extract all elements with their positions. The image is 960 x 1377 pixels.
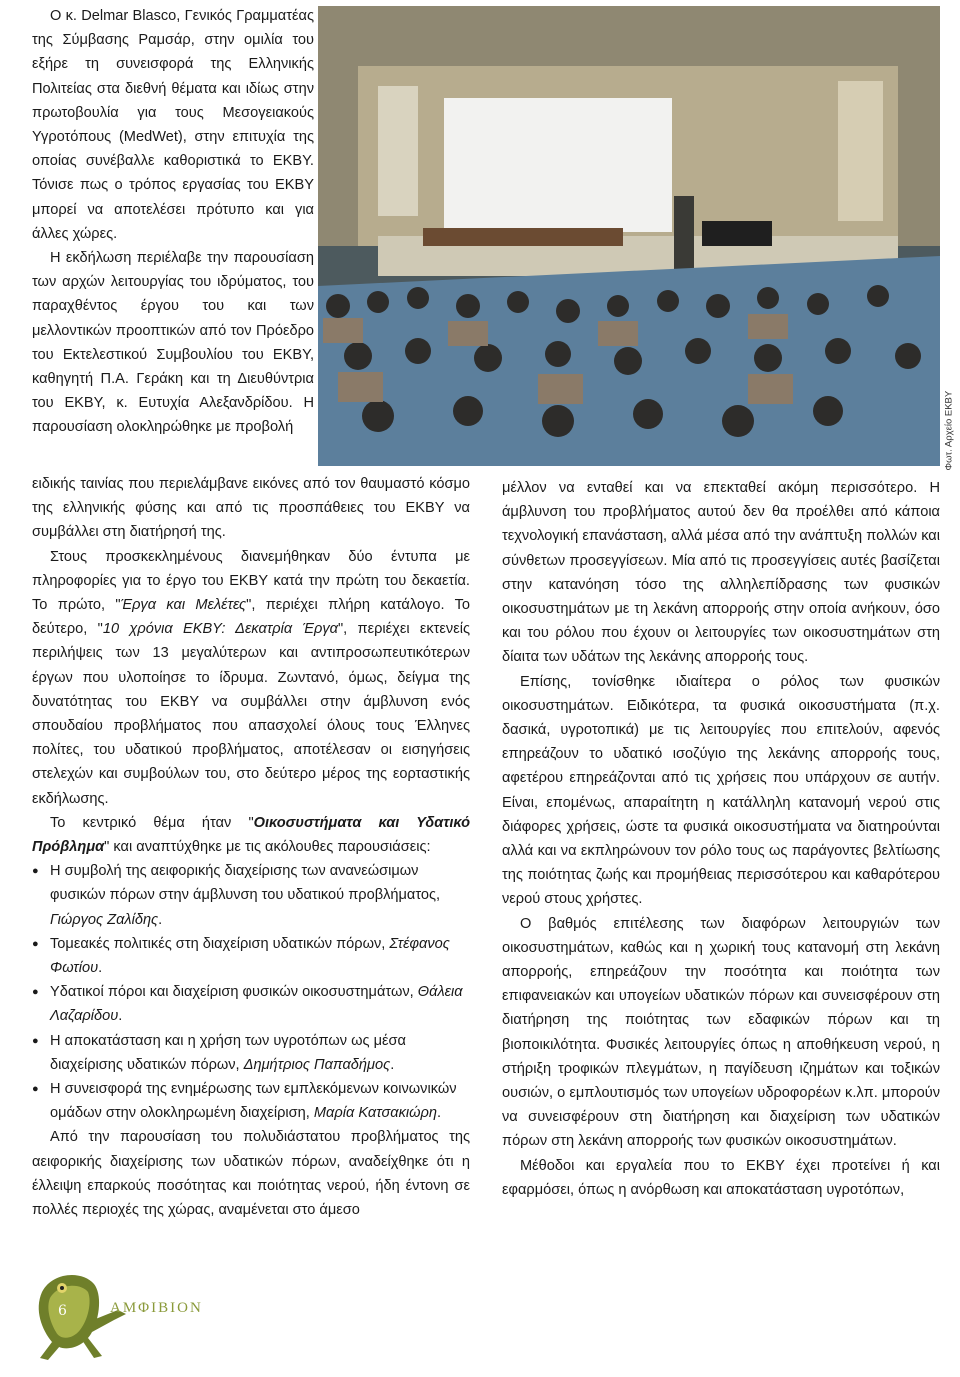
paragraph-methods: Μέθοδοι και εργαλεία που το ΕΚΒΥ έχει προτείνει ή και εφαρμόσει, όπως η ανόρθωση και αποκατάσταση υγροτόπων,	[502, 1157, 940, 1198]
paragraph-functions: Ο βαθμός επιτέλεσης των διαφόρων λειτουργιών των οικοσυστημάτων, καθώς και η χωρική τους κατανομή στη λεκάνη απορροής, επηρεάζουν την ποσότητα και ποιότητα των επιφανειακών και υπογείων υδατικών πόρων και συνεισφέρουν στη διατήρηση της ποιότητας των εδαφικών πόρων και τη βιοποικιλότητα. Φυσικές λειτουργίες όπως η αποθήκευση νερού, η στήριξη τροφικών πλεγμάτων, η παγίδευση ιζημάτων και τοξικών ουσιών, ο εμπλουτισμός των υπογείων υδροφορέων κ.λπ. μπορούν να συνεισφέρουν στη διατήρηση και διαχείριση των υδατικών πόρων στη λεκάνη απορροής των φυσικών οικοσυστημάτων.	[502, 915, 940, 1150]
magazine-name: ΑΜΦΙΒΙΟΝ	[110, 1300, 203, 1316]
item-author: Γιώργος Ζαλίδης	[50, 911, 159, 928]
publication-title-1: Έργα και Μελέτες	[120, 597, 247, 614]
conference-photo	[318, 6, 940, 466]
item-end: .	[158, 911, 163, 928]
intro-paragraph-2: Η εκδήλωση περιέλαβε την παρουσίαση των αρχών λειτουργίας του ιδρύματος, του παραχθέντος έργου του και των μελλοντικών προοπτικών από τον Πρόεδρο του Εκτελεστικού Συμβουλίου του ΕΚΒΥ, καθηγητή Π.Α. Γεράκη και τη Διευθύντρια του ΕΚΒΥ, κ. Ευτυχία Αλεξανδρίδου. Η παρουσίαση ολοκληρώθηκε με προβολή	[32, 250, 314, 436]
list-item	[32, 980, 470, 1028]
list-item	[32, 1029, 470, 1077]
page-number: 6	[58, 1303, 67, 1319]
text-segment: ", περιέχει εκτενείς περιλήψεις των 13 μεγαλύτερων και αντιπροσωπευτικότερων έργων που υλοποίησε το ίδρυμα. Ζωντανό, όμως, δείγμα της δυνατότητας του ΕΚΒΥ να συμβάλλει στην άμβλυνση ενός σπουδαίου προβλήματος που απασχολεί όλους τους Έλληνες πολίτες, του υδατικού προβλήματος, αποτέλεσαν οι εισηγήσεις στελεχών και συμβούλων του, στο δεύτερο μέρος της εορταστικής εκδήλωσης.	[32, 621, 471, 807]
text-segment: Στους προσκεκλημένους διανεμήθηκαν δύο έντυπα με πληροφορίες για το έργο του ΕΚΒΥ κατά την πρώτη του δεκαετία. Το πρώτο, "	[32, 548, 470, 614]
item-text: Η συμβολή της αειφορικής διαχείρισης των ανανεώσιμων φυσικών πόρων στην άμβλυνση του υδατικού προβλήματος,	[50, 863, 441, 904]
publication-title-2: 10 χρόνια ΕΚΒΥ: Δεκατρία Έργα	[102, 621, 338, 638]
item-author: Θάλεια Λαζαρίδου	[50, 984, 463, 1025]
paragraph-theme	[32, 811, 470, 859]
item-end: .	[390, 1056, 395, 1073]
paragraph-continuation: μέλλον να ενταθεί και να επεκταθεί ακόμη περισσότερο. Η άμβλυνση του προβλήματος αυτού δεν θα προέλθει από κάποια τεχνολογική επανάσταση, αλλά μέσα από την ανάπτυξη πολλών και σύνθετων προσεγγίσεων. Μία από τις προσεγγίσεις αυτές βασίζεται στην κατανόηση τόσο της αλληλεπίδρασης των φυσικών οικοσυστημάτων με τη λεκάνη απορροής στην οποία ανήκουν, όσο και του ρόλου που έχουν οι λειτουργίες των οικοσυστημάτων στη δίαιτα των υδάτων της λεκάνης απορροής τους.	[502, 480, 940, 666]
text-segment: Το κεντρικό θέμα ήταν "	[50, 814, 254, 831]
item-text: Η αποκατάσταση και η χρήση των υγροτόπων ως μέσα διαχείρισης υδατικών πόρων,	[50, 1032, 406, 1073]
item-author: Μαρία Κατσακιώρη	[313, 1105, 437, 1122]
item-author: Δημήτριος Παπαδήμος	[243, 1056, 391, 1073]
item-text: Η συνεισφορά της ενημέρωσης των εμπλεκόμενων κοινωνικών ομάδων στην ολοκληρωμένη διαχείριση,	[50, 1081, 457, 1122]
item-end: .	[436, 1105, 442, 1122]
photo-credit	[942, 380, 954, 470]
text-segment: " και αναπτύχθηκε με τις ακόλουθες παρουσιάσεις:	[104, 839, 431, 856]
item-text: Τομεακές πολιτικές στη διαχείριση υδατικών πόρων,	[50, 935, 390, 952]
item-text: Υδατικοί πόροι και διαχείριση φυσικών οικοσυστημάτων,	[50, 984, 418, 1001]
auditorium-illustration	[318, 6, 940, 466]
item-end: .	[118, 1008, 123, 1025]
paragraph-continuation: ειδικής ταινίας που περιελάμβανε εικόνες από τον θαυμαστό κόσμο της ελληνικής φύσης και από τις προσπάθειες του ΕΚΒΥ να συμβάλλει στη διατήρησή της.	[32, 476, 470, 541]
right-column	[502, 476, 940, 1202]
paragraph-ecosystems-role: Επίσης, τονίσθηκε ιδιαίτερα ο ρόλος των φυσικών οικοσυστημάτων. Ειδικότερα, τα φυσικά οικοσυστήματα (π.χ. δασικά, υγροτοπικά) με τις λειτουργίες που επιτελούν, αφενός επηρεάζουν το υδατικό ισοζύγιο της λεκάνης απορροής τους, αφετέρου επηρεάζονται από τις χρήσεις που υπάρχουν σε αυτήν. Είναι, επομένως, απαραίτητη η κατάλληλη κατανομή νερού στις διάφορες χρήσεις, ώστε τα φυσικά οικοσυστήματα να διατηρούνται αλλά και να εκπληρώνουν τον ρόλο τους ως παράγοντες βελτίωσης της ποιότητας ζωής και προμήθειας περισσότερου και καθαρότερου νερού στους χρήστες.	[502, 673, 940, 908]
list-item	[32, 859, 470, 932]
list-item	[32, 1077, 470, 1125]
paragraph-publications	[32, 545, 470, 811]
item-author: Στέφανος Φωτίου	[50, 935, 450, 977]
intro-paragraph-1: Ο κ. Delmar Blasco, Γενικός Γραμματέας της Σύμβασης Ραμσάρ, στην ομιλία του εξήρε τη συνεισφορά της Ελληνικής Πολιτείας στα διεθνή θέματα και ιδίως στην πρωτοβουλία για τους Μεσογειακούς Υγροτόπους (MedWet), στην επιτυχία της οποίας συνέβαλλε καθοριστικά το ΕΚΒΥ. Τόνισε πως ο τρόπος εργασίας του ΕΚΒΥ μπορεί να αποτελέσει πρότυπο και για άλλες χώρες.	[32, 8, 314, 242]
item-end: .	[98, 960, 103, 977]
text-segment: ", περιέχει πλήρη κατάλογο. Το δεύτερο, "	[32, 597, 470, 638]
paragraph-conclusion: Από την παρουσίαση του πολυδιάστατου προβλήματος της αειφορικής διαχείρισης των υδατικών πόρων, αναδείχθηκε ότι η έλλειψη επαρκούς ποσότητας και ποιότητας νερού, ήδη έντονη σε πολλές περιοχές της χώρας, αναμένεται στο άμεσο	[32, 1129, 470, 1219]
intro-text	[32, 4, 314, 440]
left-column	[32, 472, 470, 1222]
list-item	[32, 932, 470, 980]
presentations-list	[32, 859, 470, 1125]
central-theme: Οικοσυστήματα και Υδατικό Πρόβλημα	[32, 814, 470, 856]
photo-credit-text: Φωτ. Αρχείο ΕΚΒΥ	[943, 390, 955, 471]
